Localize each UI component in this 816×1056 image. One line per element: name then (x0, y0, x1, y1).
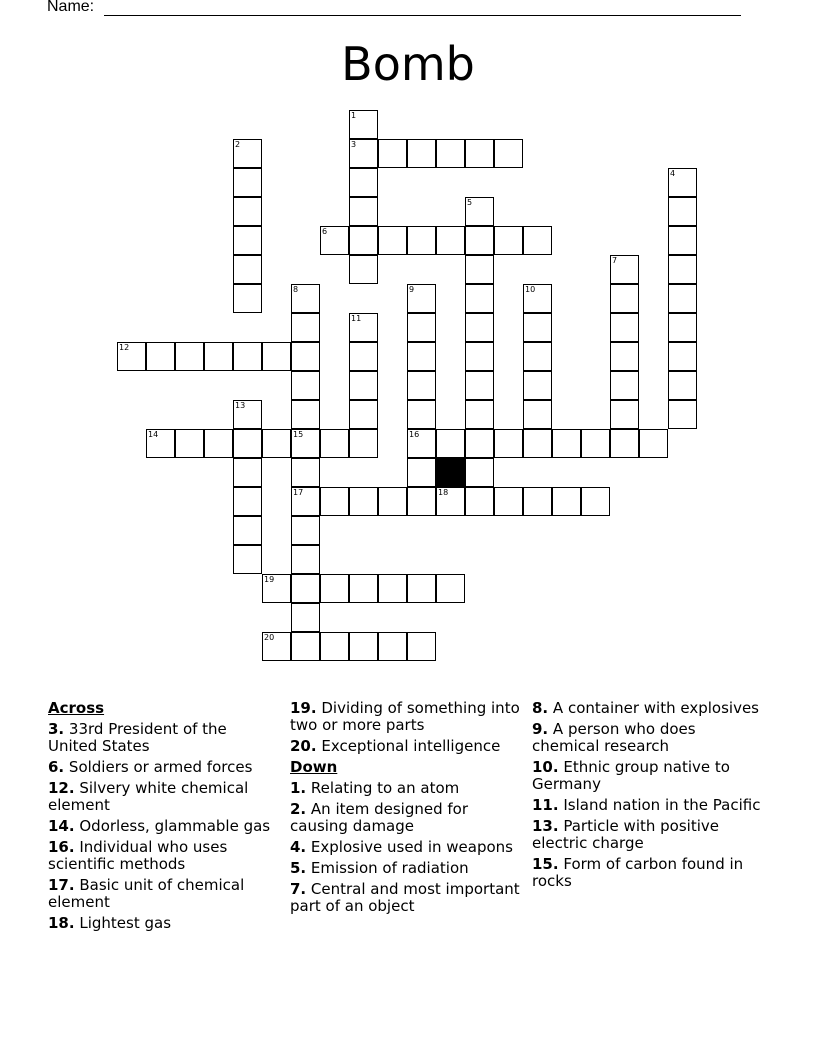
clue-number: 7. (290, 880, 307, 898)
across-clue (290, 738, 520, 755)
grid-cell[interactable] (349, 110, 378, 139)
clue-text: Lightest gas (79, 914, 172, 932)
clue-text: Exceptional intelligence (321, 737, 501, 755)
grid-cell[interactable] (233, 487, 262, 516)
grid-cell[interactable] (233, 458, 262, 487)
grid-cell[interactable] (233, 197, 262, 226)
cell-number: 20 (264, 633, 275, 642)
grid-cell[interactable] (349, 342, 378, 371)
grid-cell[interactable] (378, 632, 407, 661)
grid-cell[interactable] (407, 342, 436, 371)
grid-cell[interactable] (407, 574, 436, 603)
clue-number: 8. (532, 699, 549, 717)
grid-cell[interactable] (465, 342, 494, 371)
grid-cell[interactable] (610, 255, 639, 284)
cell-number: 16 (409, 430, 420, 439)
grid-cell[interactable] (494, 487, 523, 516)
grid-cell[interactable] (523, 429, 552, 458)
grid-cell[interactable] (291, 371, 320, 400)
grid-cell[interactable] (291, 603, 320, 632)
grid-cell[interactable] (523, 400, 552, 429)
grid-cell[interactable] (407, 458, 436, 487)
grid-cell[interactable] (291, 574, 320, 603)
across-clue (48, 759, 273, 776)
grid-cell[interactable] (436, 226, 465, 255)
clue-number: 5. (290, 859, 307, 877)
clue-number: 1. (290, 779, 307, 797)
cell-number: 14 (148, 430, 159, 439)
clue-text: Soldiers or armed forces (68, 758, 253, 776)
down-clue (290, 801, 520, 835)
grid-cell[interactable] (175, 342, 204, 371)
grid-cell[interactable] (465, 313, 494, 342)
cell-number: 10 (525, 285, 536, 294)
grid-cell[interactable] (262, 429, 291, 458)
grid-cell[interactable] (291, 313, 320, 342)
clue-number: 15. (532, 855, 559, 873)
down-clue (532, 721, 767, 755)
grid-cell[interactable] (668, 313, 697, 342)
grid-cell[interactable] (465, 371, 494, 400)
grid-cell[interactable] (233, 168, 262, 197)
grid-cell[interactable] (320, 226, 349, 255)
grid-cell[interactable] (668, 197, 697, 226)
grid-cell[interactable] (436, 429, 465, 458)
clue-text: An item designed for causing damage (290, 800, 469, 835)
grid-cell[interactable] (465, 197, 494, 226)
grid-cell[interactable] (436, 139, 465, 168)
clue-text: Explosive used in weapons (310, 838, 513, 856)
clue-number: 10. (532, 758, 559, 776)
grid-cell[interactable] (175, 429, 204, 458)
clue-text: Dividing of something into two or more parts (290, 699, 520, 734)
clue-text: Individual who uses scientific methods (48, 838, 228, 873)
grid-cell[interactable] (610, 400, 639, 429)
down-clue (290, 881, 520, 915)
clue-number: 11. (532, 796, 559, 814)
grid-cell[interactable] (465, 400, 494, 429)
grid-cell[interactable] (146, 342, 175, 371)
clue-number: 3. (48, 720, 65, 738)
grid-cell[interactable] (233, 516, 262, 545)
grid-cell[interactable] (320, 429, 349, 458)
cell-number: 8 (293, 285, 299, 294)
across-clue (48, 877, 273, 911)
grid-cell[interactable] (233, 429, 262, 458)
grid-cell[interactable] (523, 342, 552, 371)
across-clue (48, 818, 273, 835)
grid-cell[interactable] (494, 429, 523, 458)
clue-text: Silvery white chemical element (48, 779, 249, 814)
clue-text: 33rd President of the United States (48, 720, 227, 755)
grid-cell[interactable] (465, 458, 494, 487)
grid-cell[interactable] (494, 226, 523, 255)
grid-cell[interactable] (552, 429, 581, 458)
grid-cell[interactable] (291, 342, 320, 371)
grid-cell[interactable] (349, 400, 378, 429)
grid-cell[interactable] (320, 487, 349, 516)
grid-cell[interactable] (378, 226, 407, 255)
cell-number: 2 (235, 140, 241, 149)
grid-cell[interactable] (552, 487, 581, 516)
grid-cell[interactable] (349, 197, 378, 226)
cell-number: 6 (322, 227, 328, 236)
clue-text: Particle with positive electric charge (532, 817, 719, 852)
clue-text: Ethnic group native to Germany (532, 758, 730, 793)
grid-cell[interactable] (349, 139, 378, 168)
grid-cell[interactable] (523, 313, 552, 342)
grid-cell[interactable] (523, 487, 552, 516)
grid-cell[interactable] (349, 632, 378, 661)
grid-cell[interactable] (523, 226, 552, 255)
down-clue (532, 700, 767, 717)
grid-cell[interactable] (349, 487, 378, 516)
across-clue (290, 700, 520, 734)
grid-cell[interactable] (494, 139, 523, 168)
grid-cell[interactable] (668, 342, 697, 371)
grid-cell[interactable] (233, 342, 262, 371)
cell-number: 12 (119, 343, 130, 352)
grid-cell[interactable] (436, 574, 465, 603)
down-clue (532, 818, 767, 852)
clue-number: 12. (48, 779, 75, 797)
grid-cell[interactable] (668, 400, 697, 429)
clue-text: Relating to an atom (310, 779, 460, 797)
grid-cell[interactable] (465, 487, 494, 516)
grid-cell[interactable] (320, 574, 349, 603)
clue-text: A person who does chemical research (532, 720, 696, 755)
cell-number: 4 (670, 169, 676, 178)
clue-number: 18. (48, 914, 75, 932)
grid-cell[interactable] (262, 632, 291, 661)
clue-text: Form of carbon found in rocks (532, 855, 744, 890)
cell-number: 5 (467, 198, 473, 207)
grid-cell[interactable] (523, 284, 552, 313)
grid-cell[interactable] (233, 400, 262, 429)
grid-cell[interactable] (349, 313, 378, 342)
grid-cell[interactable] (349, 255, 378, 284)
puzzle-title: Bomb (341, 37, 475, 91)
grid-cell[interactable] (204, 342, 233, 371)
grid-cell[interactable] (668, 168, 697, 197)
cell-number: 13 (235, 401, 246, 410)
down-clue (290, 780, 520, 797)
grid-cell[interactable] (146, 429, 175, 458)
grid-cell[interactable] (291, 458, 320, 487)
grid-cell[interactable] (668, 226, 697, 255)
cell-number: 7 (612, 256, 618, 265)
clue-text: Island nation in the Pacific (563, 796, 761, 814)
grid-cell[interactable] (349, 429, 378, 458)
grid-cell[interactable] (407, 429, 436, 458)
grid-cell[interactable] (639, 429, 668, 458)
grid-cell[interactable] (291, 400, 320, 429)
cell-number: 15 (293, 430, 304, 439)
grid-cell[interactable] (465, 284, 494, 313)
grid-cell[interactable] (465, 255, 494, 284)
grid-cell[interactable] (262, 574, 291, 603)
grid-black-cell (436, 458, 465, 487)
grid-cell[interactable] (407, 284, 436, 313)
grid-cell[interactable] (436, 487, 465, 516)
cell-number: 11 (351, 314, 362, 323)
across-clue (48, 915, 273, 932)
across-heading: Across (48, 699, 105, 717)
grid-cell[interactable] (523, 371, 552, 400)
grid-cell[interactable] (465, 139, 494, 168)
grid-cell[interactable] (378, 574, 407, 603)
grid-cell[interactable] (117, 342, 146, 371)
grid-cell[interactable] (291, 545, 320, 574)
down-clue (290, 839, 520, 856)
grid-cell[interactable] (291, 487, 320, 516)
grid-cell[interactable] (407, 313, 436, 342)
clue-number: 16. (48, 838, 75, 856)
grid-cell[interactable] (610, 313, 639, 342)
cell-number: 3 (351, 140, 357, 149)
grid-cell[interactable] (378, 487, 407, 516)
cell-number: 9 (409, 285, 415, 294)
grid-cell[interactable] (407, 371, 436, 400)
grid-cell[interactable] (291, 284, 320, 313)
grid-cell[interactable] (233, 284, 262, 313)
grid-cell[interactable] (581, 487, 610, 516)
cell-number: 1 (351, 111, 357, 120)
grid-cell[interactable] (233, 545, 262, 574)
grid-cell[interactable] (349, 574, 378, 603)
grid-cell[interactable] (378, 139, 407, 168)
cell-number: 17 (293, 488, 304, 497)
grid-cell[interactable] (610, 429, 639, 458)
grid-cell[interactable] (407, 226, 436, 255)
clue-number: 19. (290, 699, 317, 717)
grid-cell[interactable] (320, 632, 349, 661)
grid-cell[interactable] (610, 371, 639, 400)
grid-cell[interactable] (668, 284, 697, 313)
clue-text: Central and most important part of an object (290, 880, 520, 915)
clue-number: 13. (532, 817, 559, 835)
clue-text: Odorless, glammable gas (79, 817, 271, 835)
grid-cell[interactable] (233, 226, 262, 255)
clue-number: 20. (290, 737, 317, 755)
grid-cell[interactable] (465, 429, 494, 458)
grid-cell[interactable] (349, 371, 378, 400)
name-label: Name: (47, 0, 95, 15)
clue-text: A container with explosives (552, 699, 759, 717)
clue-number: 4. (290, 838, 307, 856)
grid-cell[interactable] (465, 226, 494, 255)
across-clue (48, 721, 273, 755)
grid-cell[interactable] (407, 487, 436, 516)
clues-column-1 (48, 700, 273, 936)
grid-cell[interactable] (668, 371, 697, 400)
clues-column-3 (532, 700, 767, 894)
grid-cell[interactable] (407, 632, 436, 661)
grid-cell[interactable] (291, 516, 320, 545)
grid-cell[interactable] (610, 284, 639, 313)
clue-text: Emission of radiation (310, 859, 469, 877)
across-clue (48, 839, 273, 873)
grid-cell[interactable] (233, 139, 262, 168)
clue-number: 14. (48, 817, 75, 835)
down-heading: Down (290, 758, 338, 776)
grid-cell[interactable] (349, 168, 378, 197)
grid-cell[interactable] (407, 400, 436, 429)
grid-cell[interactable] (262, 342, 291, 371)
clue-number: 6. (48, 758, 65, 776)
grid-cell[interactable] (291, 632, 320, 661)
grid-cell[interactable] (610, 342, 639, 371)
clue-number: 17. (48, 876, 75, 894)
grid-cell[interactable] (581, 429, 610, 458)
cell-number: 18 (438, 488, 449, 497)
grid-cell[interactable] (668, 255, 697, 284)
grid-cell[interactable] (204, 429, 233, 458)
down-clue (290, 860, 520, 877)
grid-cell[interactable] (349, 226, 378, 255)
clue-text: Basic unit of chemical element (48, 876, 245, 911)
cell-number: 19 (264, 575, 275, 584)
down-clue (532, 797, 767, 814)
clue-number: 2. (290, 800, 307, 818)
grid-cell[interactable] (233, 255, 262, 284)
grid-cell[interactable] (291, 429, 320, 458)
down-clue (532, 759, 767, 793)
clues-column-2 (290, 700, 520, 919)
clue-number: 9. (532, 720, 549, 738)
across-clue (48, 780, 273, 814)
down-clue (532, 856, 767, 890)
grid-cell[interactable] (407, 139, 436, 168)
